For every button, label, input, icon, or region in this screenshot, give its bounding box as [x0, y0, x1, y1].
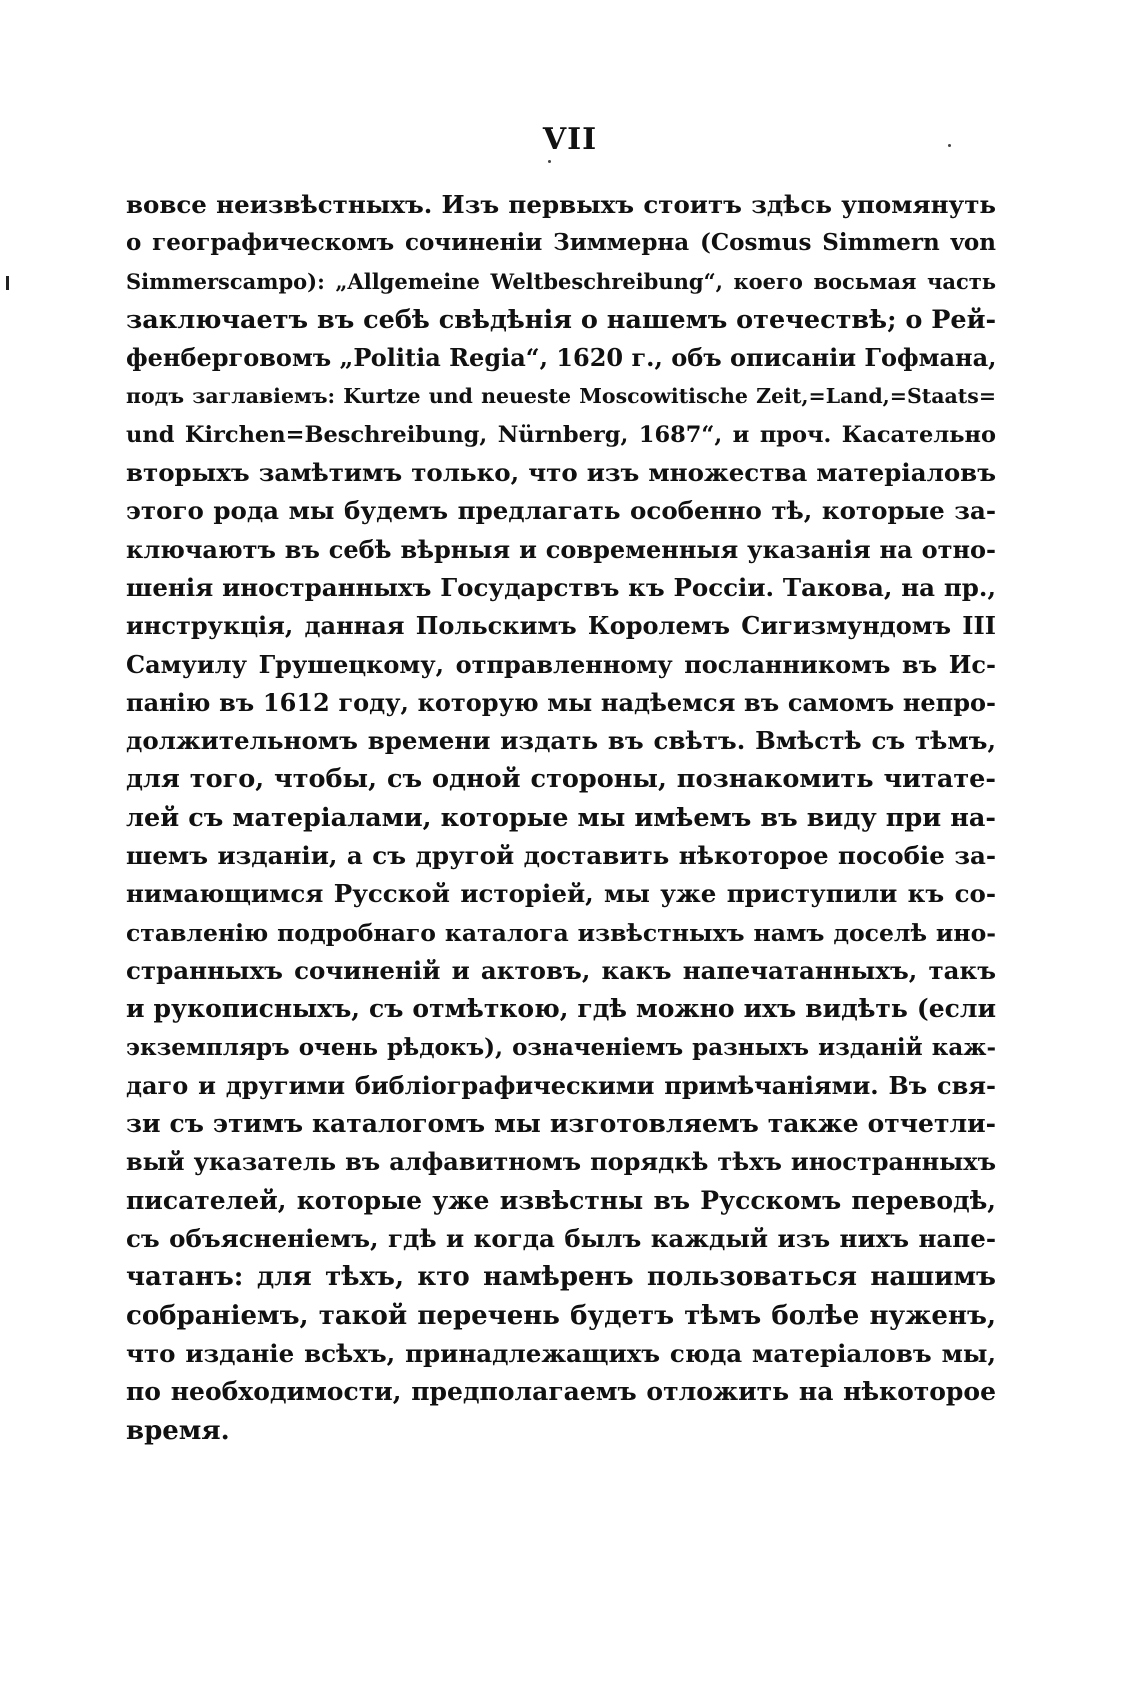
text-line: о географическомъ сочиненіи Зиммерна (Cosmus Simmern von	[126, 229, 996, 257]
text-line: экземпляръ очень рѣдокъ), означеніемъ разныхъ изданій каж-	[126, 1033, 996, 1061]
text-line: странныхъ сочиненій и актовъ, какъ напечатанныхъ, такъ	[126, 955, 996, 985]
text-line: вторыхъ замѣтимъ только, что изъ множества матеріаловъ	[126, 458, 996, 488]
text-line: вовсе неизвѣстныхъ. Изъ первыхъ стоитъ здѣсь упомянуть	[126, 190, 996, 219]
text-line: шенія иностранныхъ Государствъ къ Россіи. Такова, на пр.,	[126, 572, 996, 602]
text-line: этого рода мы будемъ предлагать особенно тѣ, которые за-	[126, 496, 996, 526]
text-line: инструкція, данная Польскимъ Королемъ Сигизмундомъ III	[126, 611, 996, 641]
body-text	[126, 186, 996, 1450]
text-line: съ объясненіемъ, гдѣ и когда былъ каждый изъ нихъ напе-	[126, 1224, 996, 1254]
text-line: ключаютъ въ себѣ вѣрныя и современныя указанія на отно-	[126, 534, 996, 564]
speck-mark	[548, 160, 551, 163]
text-line: подъ заглавіемъ: Kurtze und neueste Moscowitische Zeit,=Land,=Staats=	[126, 384, 996, 409]
text-line: время.	[126, 1415, 230, 1446]
text-line: чатанъ: для тѣхъ, кто намѣренъ пользоваться нашимъ	[126, 1262, 996, 1293]
text-line: und Kirchen=Beschreibung, Nürnberg, 1687“, и проч. Касательно	[126, 421, 996, 448]
text-line: по необходимости, предполагаемъ отложить на нѣкоторое	[126, 1377, 996, 1407]
text-line: панію въ 1612 году, которую мы надѣемся въ самомъ непро-	[126, 687, 996, 717]
text-line: лей съ матеріалами, которые мы имѣемъ въ виду при на-	[126, 802, 996, 833]
text-line: фенберговомъ „Politia Regia“, 1620 г., объ описаніи Гофмана,	[126, 343, 997, 373]
text-line: Simmerscampo): „Allgemeine Weltbeschreibung“, коего восьмая часть	[126, 268, 996, 294]
text-line: шемъ изданіи, а съ другой доставить нѣкоторое пособіе за-	[126, 841, 996, 871]
text-line: должительномъ времени издать въ свѣтъ. Вмѣстѣ съ тѣмъ,	[126, 726, 996, 756]
margin-mark	[6, 276, 9, 290]
page-number: VII	[542, 122, 598, 157]
text-line: и рукописныхъ, съ отмѣткою, гдѣ можно ихъ видѣть (если	[126, 994, 996, 1024]
text-line: даго и другими библіографическими примѣчаніями. Въ свя-	[126, 1070, 996, 1100]
text-line: Самуилу Грушецкому, отправленному посланникомъ въ Ис-	[126, 649, 996, 679]
text-line: что изданіе всѣхъ, принадлежащихъ сюда матеріаловъ мы,	[126, 1338, 996, 1368]
text-line: ставленію подробнаго каталога извѣстныхъ намъ доселѣ ино-	[126, 918, 996, 947]
text-line: вый указатель въ алфавитномъ порядкѣ тѣхъ иностранныхъ	[126, 1147, 996, 1177]
text-line: писателей, которые уже извѣстны въ Русскомъ переводѣ,	[126, 1185, 996, 1215]
text-line: для того, чтобы, съ одной стороны, познакомить читате-	[126, 764, 996, 795]
text-line: собраніемъ, такой перечень будетъ тѣмъ болѣе нуженъ,	[126, 1300, 996, 1331]
text-line: нимающимся Русской исторіей, мы уже приступили къ со-	[126, 879, 996, 909]
text-line: заключаетъ въ себѣ свѣдѣнія о нашемъ отечествѣ; о Рей-	[126, 304, 997, 335]
text-line: зи съ этимъ каталогомъ мы изготовляемъ также отчетли-	[126, 1109, 996, 1139]
